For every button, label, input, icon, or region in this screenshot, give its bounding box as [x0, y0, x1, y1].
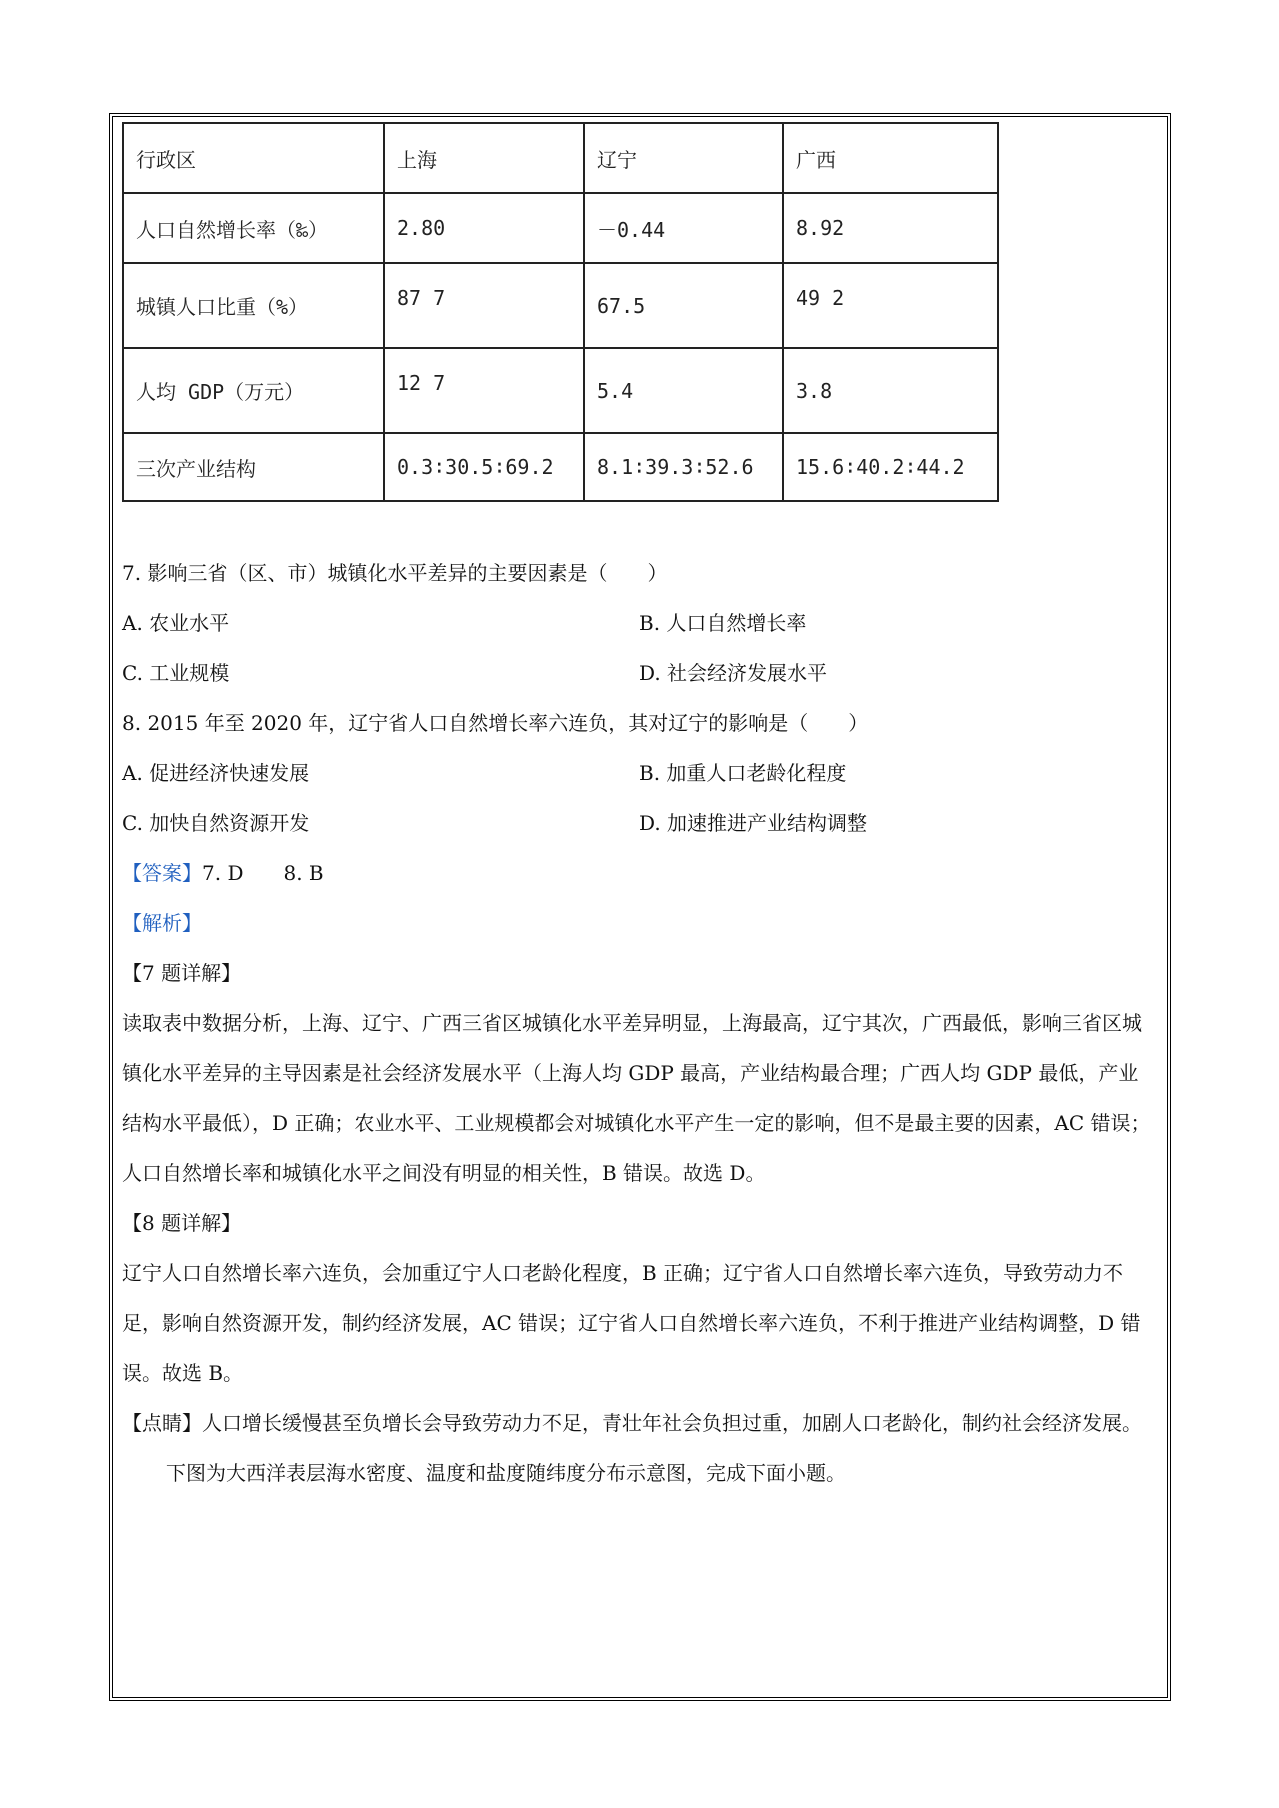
table-cell: 8.1∶39.3∶52.6 — [584, 433, 783, 501]
table-row — [123, 123, 998, 193]
table-cell: 城镇人口比重（%） — [123, 263, 384, 348]
table-row — [123, 193, 998, 263]
table-cell: 上海 — [384, 123, 584, 193]
question-7-stem: 7. 影响三省（区、市）城镇化水平差异的主要因素是（ ） — [122, 561, 668, 585]
table-row — [123, 348, 998, 433]
q7-detail-heading: 【7 题详解】 — [122, 961, 242, 985]
table-cell: 8.92 — [783, 193, 998, 263]
question-7-options-row-2 — [122, 648, 1156, 698]
question-7-options-row-1 — [122, 598, 1156, 648]
q8-detail-heading: 【8 题详解】 — [122, 1211, 242, 1235]
option-b: B. 人口自然增长率 — [639, 611, 807, 635]
table-cell: 辽宁 — [584, 123, 783, 193]
option-d: D. 加速推进产业结构调整 — [639, 811, 868, 835]
option-a: A. 促进经济快速发展 — [122, 761, 310, 785]
q8-detail-text: 辽宁人口自然增长率六连负，会加重辽宁人口老龄化程度，B 正确；辽宁省人口自然增长率六连负，导致劳动力不足，影响自然资源开发，制约经济发展，AC 错误；辽宁省人口自然增长率六连负，不利于推进产业结构调整，D 错误。故选 B。 — [122, 1261, 1141, 1385]
table-cell: 行政区 — [123, 123, 384, 193]
option-c: C. 工业规模 — [122, 661, 230, 685]
table-cell: 5.4 — [584, 348, 783, 433]
table-cell: －0.44 — [584, 193, 783, 263]
answer-line — [122, 848, 1156, 898]
answer-text: 7. D 8. B — [202, 861, 324, 885]
table-cell: 87 7 — [384, 263, 584, 348]
option-d: D. 社会经济发展水平 — [639, 661, 828, 685]
option-b: B. 加重人口老龄化程度 — [639, 761, 847, 785]
table-cell: 3.8 — [783, 348, 998, 433]
question-8-stem: 8. 2015 年至 2020 年，辽宁省人口自然增长率六连负，其对辽宁的影响是（ ） — [122, 711, 869, 735]
question-8-options-row-2 — [122, 798, 1156, 848]
content — [122, 548, 1156, 1498]
option-c: C. 加快自然资源开发 — [122, 811, 310, 835]
question-8-options-row-1 — [122, 748, 1156, 798]
table-cell: 2.80 — [384, 193, 584, 263]
table-cell: 15.6∶40.2∶44.2 — [783, 433, 998, 501]
table-cell: 人均 GDP（万元） — [123, 348, 384, 433]
analysis-label: 【解析】 — [122, 911, 202, 935]
data-table — [122, 122, 999, 502]
table-cell: 三次产业结构 — [123, 433, 384, 501]
next-question-intro: 下图为大西洋表层海水密度、温度和盐度随纬度分布示意图，完成下面小题。 — [166, 1461, 846, 1485]
table-cell: 人口自然增长率（‰） — [123, 193, 384, 263]
table-row — [123, 263, 998, 348]
tip-label: 【点睛】 — [122, 1411, 202, 1435]
table-cell: 67.5 — [584, 263, 783, 348]
table-cell: 49 2 — [783, 263, 998, 348]
tip-paragraph — [122, 1398, 1156, 1448]
tip-text: 人口增长缓慢甚至负增长会导致劳动力不足，青壮年社会负担过重，加剧人口老龄化，制约社会经济发展。 — [202, 1411, 1142, 1435]
answer-label: 【答案】 — [122, 861, 202, 885]
option-a: A. 农业水平 — [122, 611, 230, 635]
q7-detail-text: 读取表中数据分析，上海、辽宁、广西三省区城镇化水平差异明显，上海最高，辽宁其次，广西最低，影响三省区城镇化水平差异的主导因素是社会经济发展水平（上海人均 GDP 最高，产业结构最合理；广西人均 GDP 最低，产业结构水平最低），D 正确；农业水平、工业规模都会对城镇化水平产生一定的影响，但不是最主要的因素，AC 错误；人口自然增长率和城镇化水平之间没有明显的相关性，B 错误。故选 D。 — [122, 1011, 1151, 1185]
table-cell: 广西 — [783, 123, 998, 193]
table-row — [123, 433, 998, 501]
table-cell: 12 7 — [384, 348, 584, 433]
table-cell: 0.3∶30.5∶69.2 — [384, 433, 584, 501]
